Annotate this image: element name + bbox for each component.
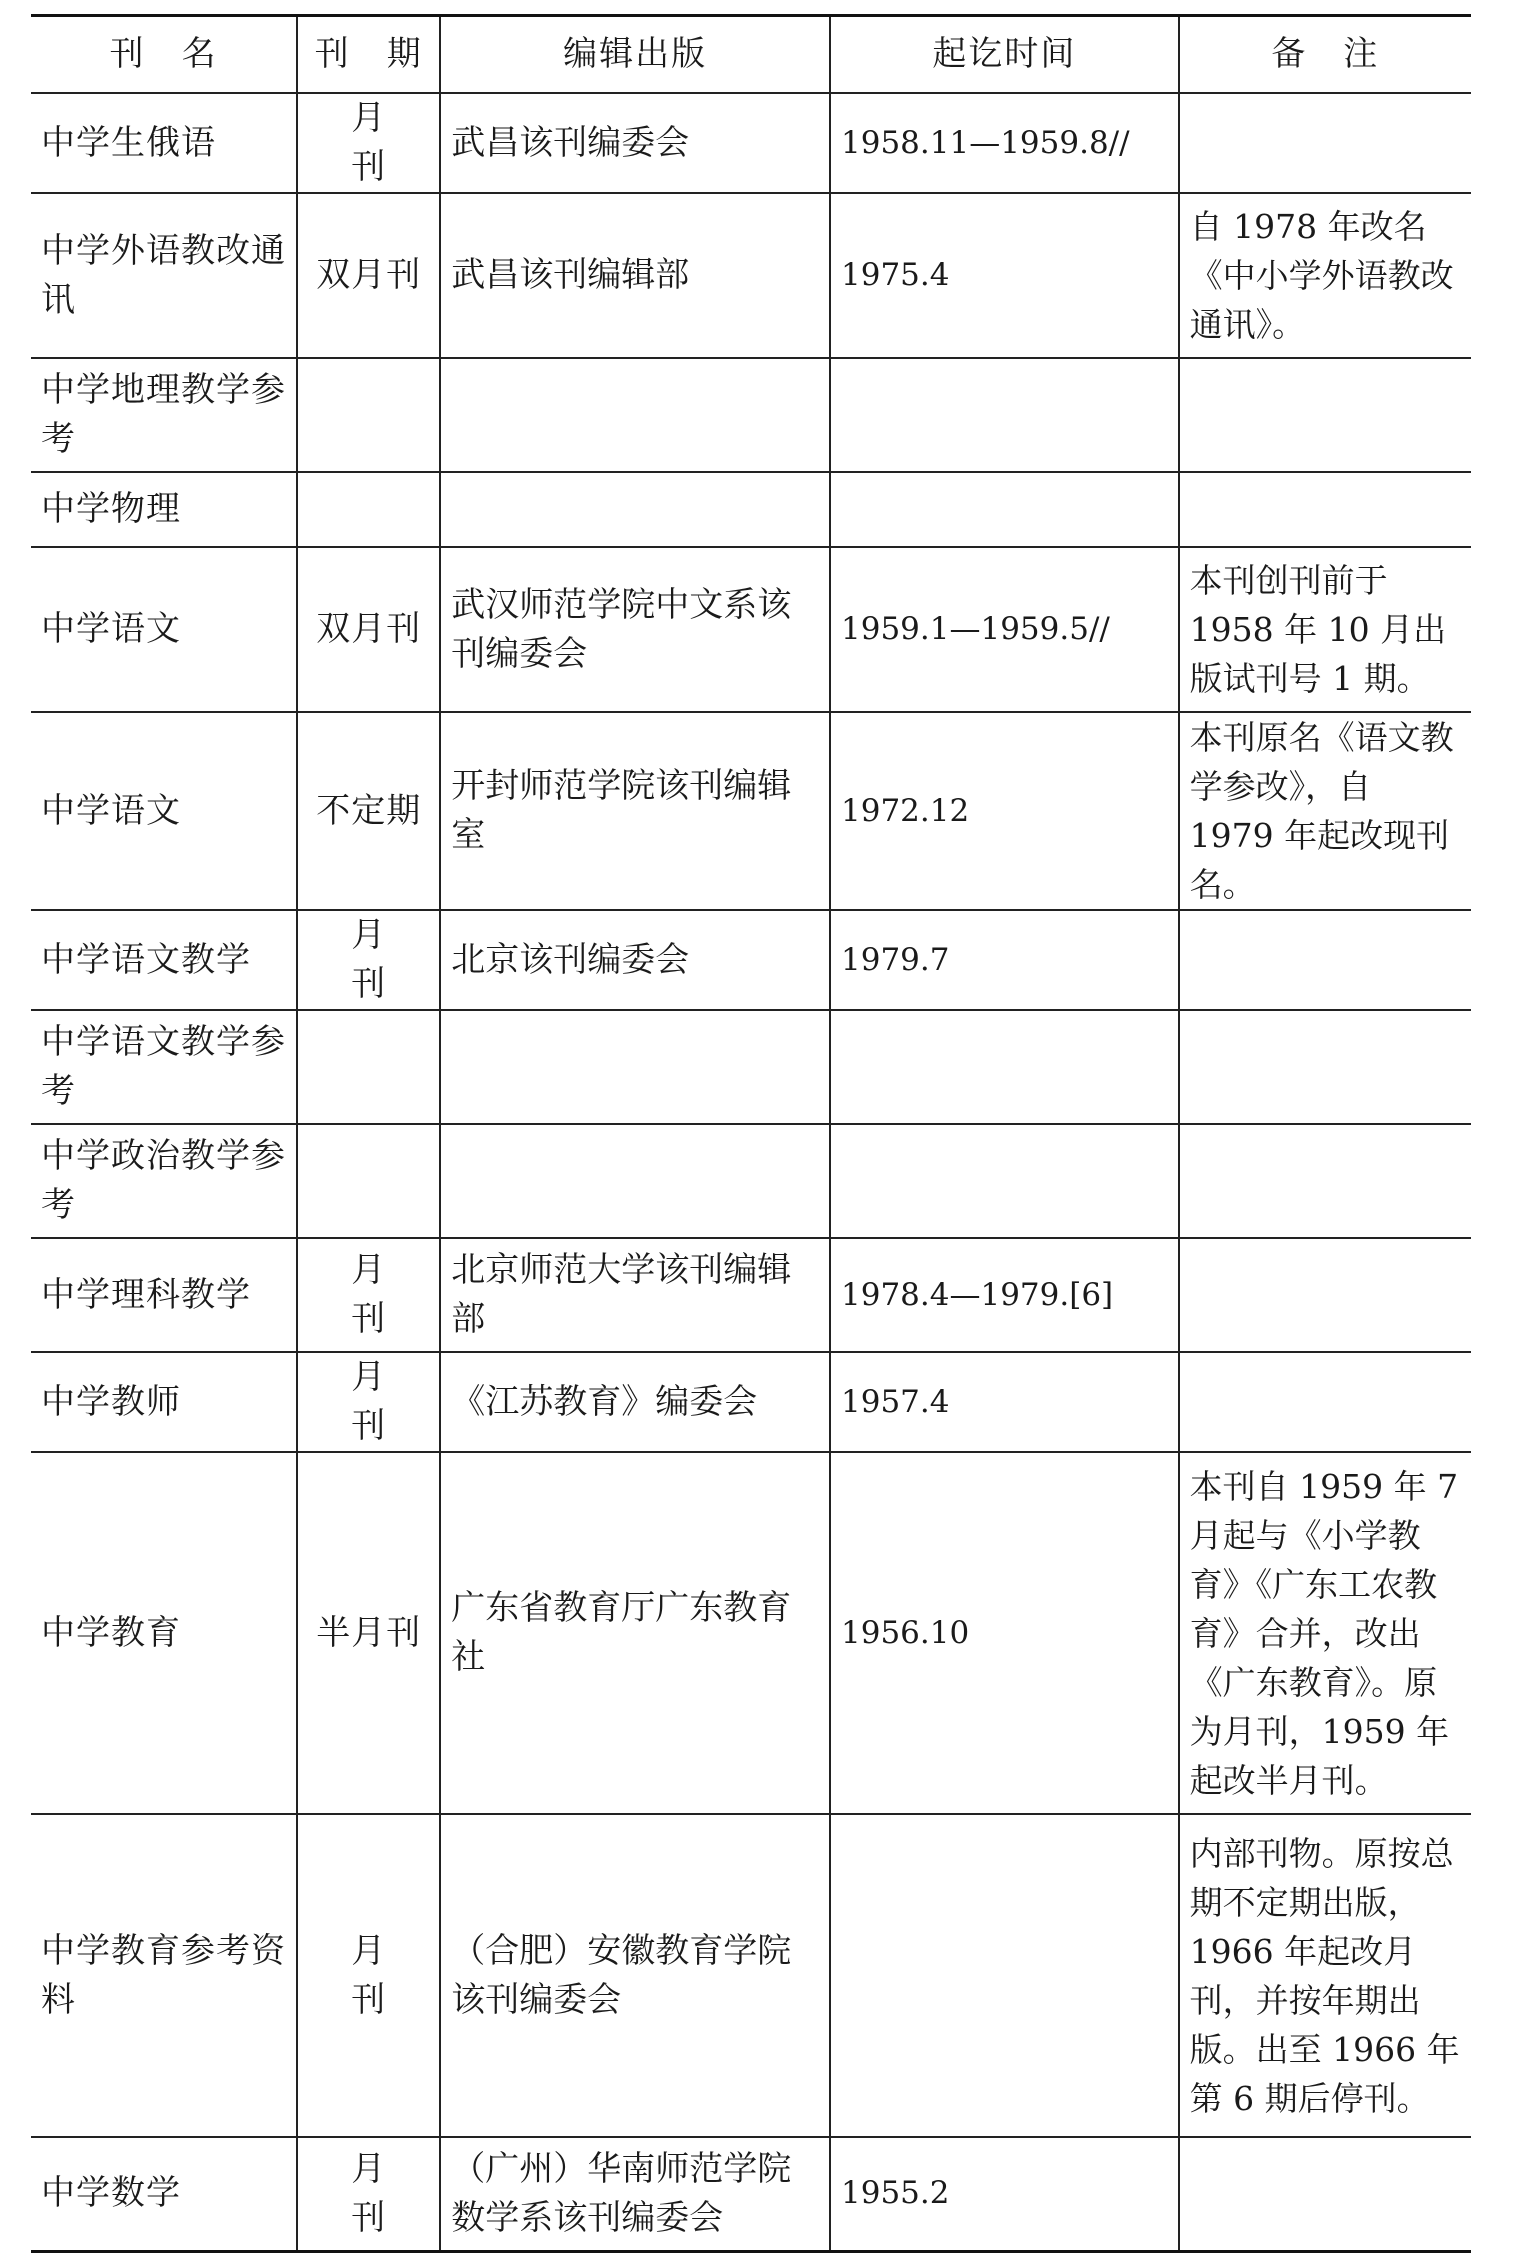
cell-remarks	[1179, 472, 1471, 547]
cell-title: 中学教育	[31, 1452, 297, 1814]
cell-remarks	[1179, 1352, 1471, 1452]
cell-remarks	[1179, 2137, 1471, 2251]
cell-period	[830, 1010, 1179, 1124]
cell-frequency	[297, 1124, 440, 1238]
table-row	[31, 93, 1471, 193]
table-row	[31, 1814, 1471, 2137]
cell-frequency: 月 刊	[297, 2137, 440, 2251]
header-row	[31, 16, 1471, 94]
cell-period: 1979.7	[830, 910, 1179, 1010]
cell-period: 1956.10	[830, 1452, 1179, 1814]
cell-frequency: 月 刊	[297, 93, 440, 193]
cell-publisher: 广东省教育厅广东教育社	[440, 1452, 830, 1814]
cell-publisher: 北京师范大学该刊编辑部	[440, 1238, 830, 1352]
cell-frequency: 月 刊	[297, 1238, 440, 1352]
cell-remarks: 本刊自 1959 年 7 月起与《小学教育》《广东工农教育》合并，改出《广东教育》。原为月刊，1959 年起改半月刊。	[1179, 1452, 1471, 1814]
cell-frequency	[297, 1010, 440, 1124]
cell-period: 1978.4—1979.[6]	[830, 1238, 1179, 1352]
cell-remarks	[1179, 358, 1471, 472]
table-row	[31, 1238, 1471, 1352]
table-row	[31, 712, 1471, 910]
table-row	[31, 472, 1471, 547]
cell-frequency: 半月刊	[297, 1452, 440, 1814]
cell-publisher	[440, 472, 830, 547]
cell-title: 中学教师	[31, 1352, 297, 1452]
table-row	[31, 358, 1471, 472]
cell-period: 1955.2	[830, 2137, 1179, 2251]
cell-title: 中学语文	[31, 712, 297, 910]
cell-period: 1975.4	[830, 193, 1179, 358]
cell-period: 1972.12	[830, 712, 1179, 910]
cell-frequency: 月 刊	[297, 1352, 440, 1452]
table-row	[31, 1452, 1471, 1814]
cell-period: 1957.4	[830, 1352, 1179, 1452]
cell-publisher: 《江苏教育》编委会	[440, 1352, 830, 1452]
cell-remarks	[1179, 1124, 1471, 1238]
cell-title: 中学生俄语	[31, 93, 297, 193]
cell-frequency: 双月刊	[297, 547, 440, 712]
cell-period	[830, 358, 1179, 472]
cell-publisher	[440, 358, 830, 472]
cell-remarks	[1179, 93, 1471, 193]
cell-remarks	[1179, 1010, 1471, 1124]
cell-title: 中学外语教改通讯	[31, 193, 297, 358]
cell-frequency: 双月刊	[297, 193, 440, 358]
table-row	[31, 193, 1471, 358]
cell-remarks: 内部刊物。原按总期不定期出版，1966 年起改月刊，并按年期出版。出至 1966 年第 6 期后停刊。	[1179, 1814, 1471, 2137]
cell-publisher: （广州）华南师范学院数学系该刊编委会	[440, 2137, 830, 2251]
cell-period	[830, 1124, 1179, 1238]
cell-title: 中学物理	[31, 472, 297, 547]
table-row	[31, 910, 1471, 1010]
cell-publisher: 武昌该刊编委会	[440, 93, 830, 193]
cell-title: 中学数学	[31, 2137, 297, 2251]
cell-frequency: 月 刊	[297, 1814, 440, 2137]
table-row	[31, 1352, 1471, 1452]
cell-frequency	[297, 472, 440, 547]
cell-publisher: 开封师范学院该刊编辑室	[440, 712, 830, 910]
cell-frequency: 不定期	[297, 712, 440, 910]
cell-period	[830, 472, 1179, 547]
table-row	[31, 547, 1471, 712]
cell-title: 中学语文教学	[31, 910, 297, 1010]
cell-remarks: 自 1978 年改名《中小学外语教改通讯》。	[1179, 193, 1471, 358]
cell-remarks: 本刊原名《语文教学参改》，自 1979 年起改现刊名。	[1179, 712, 1471, 910]
cell-remarks: 本刊创刊前于 1958 年 10 月出版试刊号 1 期。	[1179, 547, 1471, 712]
cell-title: 中学理科教学	[31, 1238, 297, 1352]
table-row	[31, 1124, 1471, 1238]
cell-title: 中学地理教学参考	[31, 358, 297, 472]
cell-title: 中学语文教学参考	[31, 1010, 297, 1124]
cell-title: 中学政治教学参考	[31, 1124, 297, 1238]
cell-title: 中学教育参考资料	[31, 1814, 297, 2137]
table-row	[31, 2137, 1471, 2251]
cell-period: 1959.1—1959.5//	[830, 547, 1179, 712]
cell-publisher	[440, 1124, 830, 1238]
header-frequency: 刊 期	[297, 16, 440, 94]
cell-title: 中学语文	[31, 547, 297, 712]
periodical-catalog-table	[31, 14, 1471, 2253]
cell-publisher: 武汉师范学院中文系该刊编委会	[440, 547, 830, 712]
cell-publisher: 北京该刊编委会	[440, 910, 830, 1010]
cell-frequency: 月 刊	[297, 910, 440, 1010]
cell-frequency	[297, 358, 440, 472]
cell-publisher	[440, 1010, 830, 1124]
cell-period: 1958.11—1959.8//	[830, 93, 1179, 193]
cell-remarks	[1179, 1238, 1471, 1352]
table-row	[31, 1010, 1471, 1124]
cell-remarks	[1179, 910, 1471, 1010]
header-period: 起讫时间	[830, 16, 1179, 94]
header-title: 刊 名	[31, 16, 297, 94]
cell-publisher: （合肥）安徽教育学院该刊编委会	[440, 1814, 830, 2137]
header-publisher: 编辑出版	[440, 16, 830, 94]
cell-publisher: 武昌该刊编辑部	[440, 193, 830, 358]
cell-period	[830, 1814, 1179, 2137]
header-remarks: 备 注	[1179, 16, 1471, 94]
